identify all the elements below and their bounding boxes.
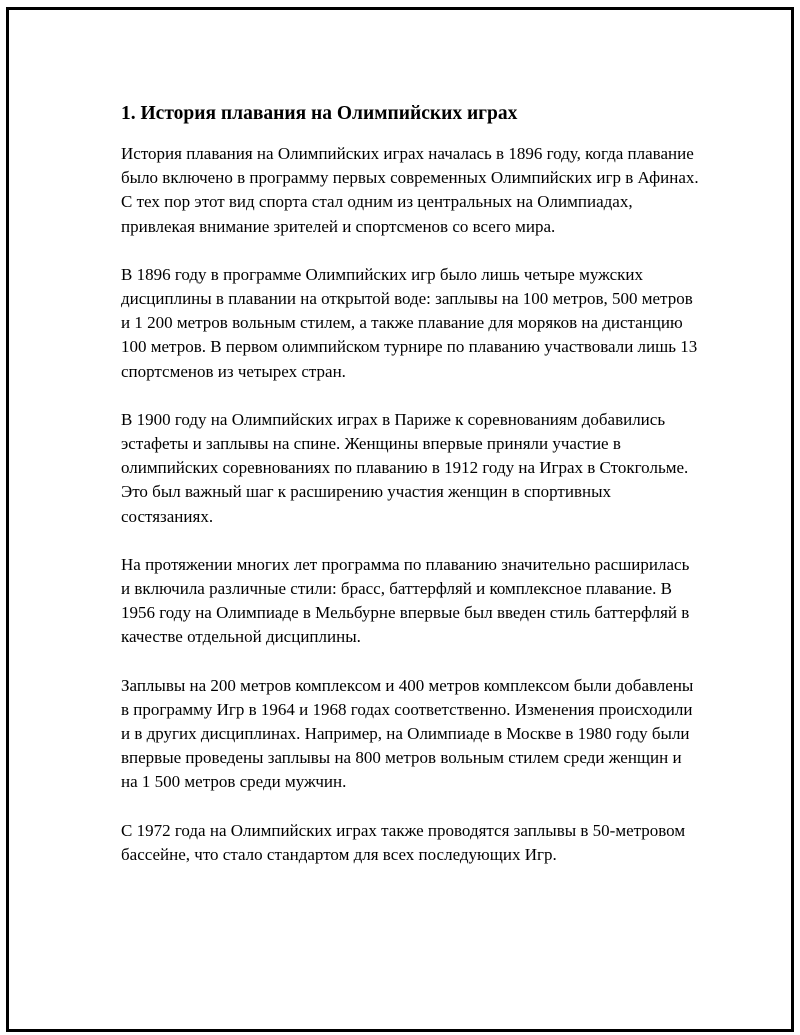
paragraph-4: На протяжении многих лет программа по плаванию значительно расширилась и включила различные стили: брасс, баттерфляй и комплексное плавание. В 1956 году на Олимпиаде в Мельбурне впервые был введен стиль баттерфляй в качестве отдельной дисциплины. — [121, 554, 690, 647]
section-title: 1. История плавания на Олимпийских играх — [121, 103, 518, 124]
paragraph-2: В 1896 году в программе Олимпийских игр было лишь четыре мужских дисциплины в плавании на открытой воде: заплывы на 100 метров, 500 метров и 1 200 метров вольным стилем, а также плавание для моряков на дистанцию 100 метров. В первом олимпийском турнире по плаванию участвовали лишь 13 спортсменов из четырех стран. — [121, 264, 698, 381]
paragraph-3: В 1900 году на Олимпийских играх в Париже к соревнованиям добавились эстафеты и заплывы на спине. Женщины впервые приняли участие в олимпийских соревнованиях по плаванию в 1912 году на Играх в Стокгольме. Это был важный шаг к расширению участия женщин в спортивных состязаниях. — [121, 409, 689, 526]
paragraph-6: С 1972 года на Олимпийских играх также проводятся заплывы в 50-метровом бассейне, что стало стандартом для всех последующих Игр. — [121, 820, 686, 864]
paragraph-1: История плавания на Олимпийских играх началась в 1896 году, когда плавание было включено в программу первых современных Олимпийских игр в Афинах. С тех пор этот вид спорта стал одним из центральных на Олимпиадах, привлекая внимание зрителей и спортсменов со всего мира. — [121, 144, 699, 236]
document-body — [121, 100, 701, 891]
paragraph-5: Заплывы на 200 метров комплексом и 400 метров комплексом были добавлены в программу Игр в 1964 и 1968 годах соответственно. Изменения происходили и в других дисциплинах. Например, на Олимпиаде в Москве в 1980 году были впервые проведены заплывы на 800 метров вольным стилем среди женщин и на 1 500 метров среди мужчин. — [121, 675, 694, 792]
page-frame — [6, 7, 794, 1032]
